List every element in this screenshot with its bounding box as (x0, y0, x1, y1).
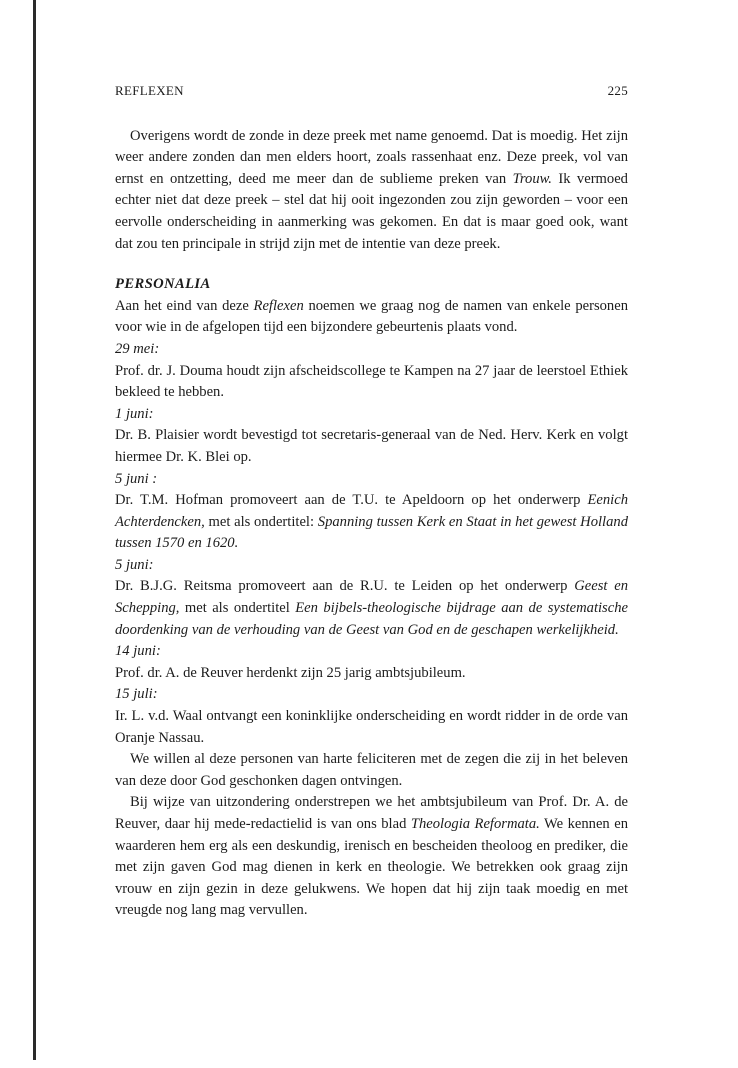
page-binding-edge (33, 0, 36, 1060)
publication-name: Trouw. (512, 170, 552, 187)
entry-date: 5 juni: (115, 556, 154, 573)
journal-name: Theologia Reformata. (410, 816, 540, 832)
entry-date: 29 mei: (115, 340, 160, 357)
section-heading: PERSONALIA (115, 276, 211, 293)
closing-paragraph: Bij wijze van uitzondering onderstrepen we het ambtsjubileum van Prof. Dr. A. de Reuver, daar hij mede-redactielid is van ons blad Theologia Reformata. We kennen en waarderen hem erg als een deskundig, irenisch en bescheiden theoloog en prediker, die met zijn gaven God mag dienen in kerk en theologie. We betrekken ook graag zijn vrouw en zijn gezin in deze gelukwens. We hopen dat hij zijn taak moedig en met vreugde nog lang mag vervullen. (115, 794, 628, 919)
entry-date: 14 juni: (115, 643, 161, 660)
personalia-intro: Aan het eind van deze Reflexen noemen we graag nog de namen van enkele personen voor wie in de afgelopen tijd een bijzondere gebeurtenis plaats vond. (115, 297, 629, 336)
entry-text: Prof. dr. J. Douma houdt zijn afscheidscollege te Kampen na 27 jaar de leerstoel Ethiek bekleed te hebben. (115, 362, 628, 401)
entry-date: 1 juni: (115, 405, 154, 422)
entry-text: Prof. dr. A. de Reuver herdenkt zijn 25 jarig ambtsjubileum. (115, 664, 466, 681)
entry-text: Dr. B.J.G. Reitsma promoveert aan de R.U. te Leiden op het onderwerp Geest en Schepping, met als ondertitel Een bijbels-theologische bijdrage aan de systematische doordenking van de verhouding van de Geest van God en de geschapen werkelijkheid. (115, 578, 628, 638)
closing-paragraph: We willen al deze personen van harte feliciteren met de zegen die zij in het beleven van deze door God geschonken dagen ontvingen. (115, 751, 628, 789)
intro-paragraph: Overigens wordt de zonde in deze preek met name genoemd. Dat is moedig. Het zijn weer andere zonden dan men elders hoort, zoals rassenhaat enz. Deze preek, vol van ernst en ontzetting, deed me meer dan de sublieme preken van Trouw. Ik vermoed echter niet dat deze preek – stel dat hij ooit ingezonden zou zijn geworden – voor een eervolle onderscheiding in aanmerking was gekomen. En dat is maar goed ook, want dat zou ten principale in strijd zijn met de intentie van deze preek. (115, 127, 628, 252)
entry-date: 5 juni : (115, 470, 158, 487)
page-number: 225 (607, 83, 628, 98)
document-page (115, 80, 628, 922)
entry-text: Dr. B. Plaisier wordt bevestigd tot secretaris-generaal van de Ned. Herv. Kerk en volgt hiermee Dr. K. Blei op. (115, 427, 628, 465)
running-title: REFLEXEN (115, 83, 184, 98)
entry-text: Dr. T.M. Hofman promoveert aan de T.U. te Apeldoorn op het onderwerp Eenich Achterdencken, met als ondertitel: Spanning tussen Kerk en Staat in het gewest Holland tussen 1570 en 1620. (115, 492, 629, 552)
running-header (115, 80, 628, 102)
entry-text: Ir. L. v.d. Waal ontvangt een koninklijke onderscheiding en wordt ridder in de orde van Oranje Nassau. (115, 708, 628, 746)
entry-date: 15 juli: (115, 686, 158, 703)
